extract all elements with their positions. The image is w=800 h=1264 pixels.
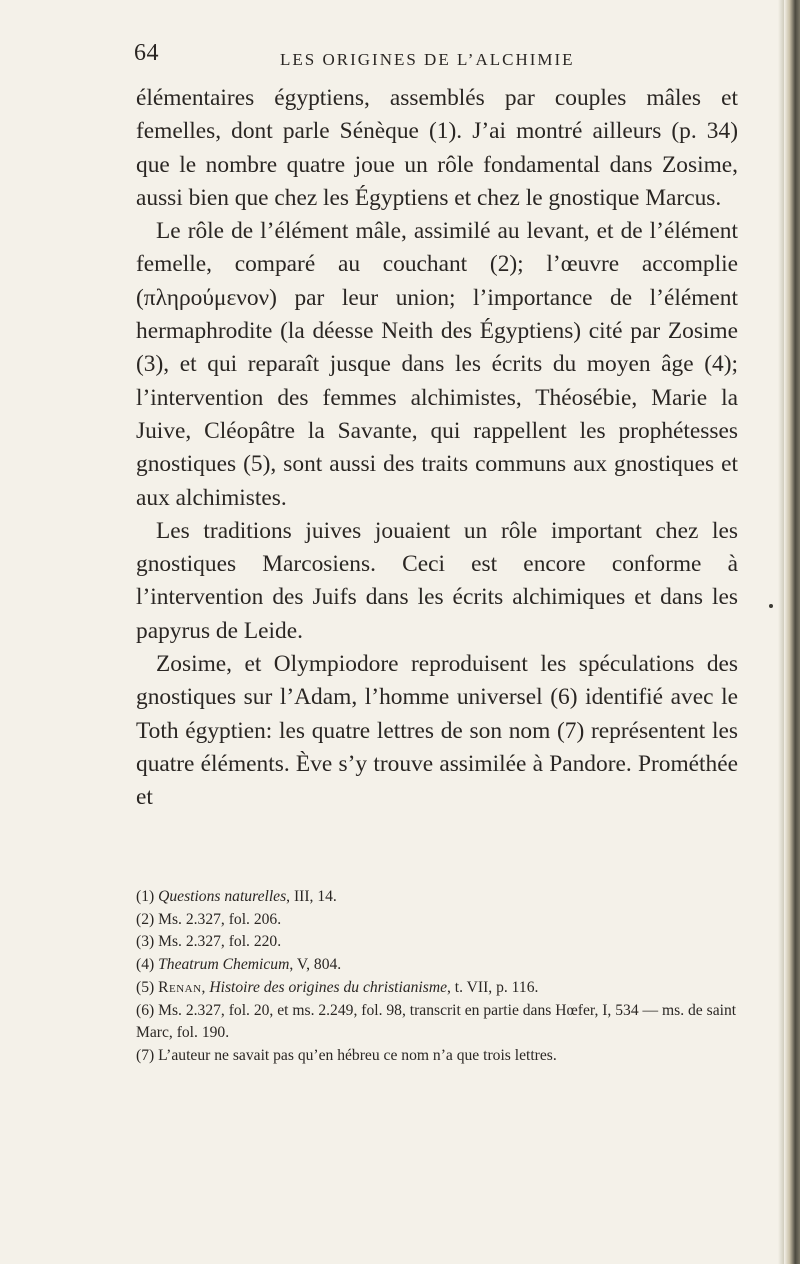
footnote-4 bbox=[136, 954, 738, 977]
paragraph-4: Zosime, et Olympiodore reproduisent les spéculations des gnostiques sur l’Adam, l’homme universel (6) identifié avec le Toth égyptien: les quatre lettres de son nom (7) représentent les quatre éléments. Ève s’y trouve assimilée à Pandore. Prométhée et bbox=[136, 651, 738, 811]
footnote-7 bbox=[136, 1045, 738, 1068]
footnote-6 bbox=[136, 1000, 738, 1045]
footnote-label: (7) bbox=[136, 1046, 155, 1064]
footnote-text: L’auteur ne savait pas qu’en hébreu ce nom n’a que trois lettres. bbox=[158, 1046, 557, 1064]
paragraph-3: Les traditions juives jouaient un rôle important chez les gnostiques Marcosiens. Ceci est encore conforme à l’intervention des Juifs dans les écrits alchimiques et dans les papyrus de Leide. bbox=[136, 517, 738, 644]
running-head: LES ORIGINES DE L’ALCHIMIE bbox=[280, 50, 575, 69]
footnote-text: Ms. 2.327, fol. 206. bbox=[158, 910, 282, 928]
page-number: 64 bbox=[134, 40, 159, 66]
footnote-text: , V, 804. bbox=[289, 956, 342, 974]
body-text bbox=[136, 82, 738, 815]
page-edge bbox=[784, 0, 800, 1264]
footnote-label: (6) bbox=[136, 1001, 155, 1019]
footnote-title: Questions naturelles bbox=[158, 888, 287, 905]
footnote-label: (2) bbox=[136, 910, 155, 928]
footnote-label: (5) bbox=[136, 978, 155, 996]
footnote-text: Ms. 2.327, fol. 220. bbox=[158, 933, 282, 951]
footnote-label: (3) bbox=[136, 933, 155, 951]
footnote-text: , t. VII, p. 116. bbox=[447, 978, 539, 996]
footnotes bbox=[136, 886, 738, 1068]
footnote-label: (4) bbox=[136, 956, 155, 974]
footnote-1 bbox=[136, 886, 738, 909]
paragraph-1: élémentaires égyptiens, assemblés par couples mâles et femelles, dont parle Sénèque (1). J’ai montré ailleurs (p. 34) que le nombre quatre joue un rôle fondamental dans Zosime, aussi bien que chez les Égyptiens et chez le gnostique Marcus. bbox=[136, 85, 738, 211]
footnote-text: , III, 14. bbox=[286, 888, 337, 905]
footnote-3 bbox=[136, 931, 738, 954]
footnote-5 bbox=[136, 977, 738, 1000]
ink-speck bbox=[769, 604, 773, 608]
footnote-2 bbox=[136, 909, 738, 932]
footnote-title: Theatrum Chemicum bbox=[158, 956, 290, 974]
paragraph-2: Le rôle de l’élément mâle, assimilé au levant, et de l’élément femelle, comparé au couchant (2); l’œuvre accomplie (πληρούμενον) par leur union; l’importance de l’élément hermaphrodite (la déesse Neith des Égyptiens) cité par Zosime (3), et qui reparaît jusque dans les écrits du moyen âge (4); l’intervention des femmes alchimistes, Théosébie, Marie la Juive, Cléopâtre la Savante, qui rappellent les prophétesses gnostiques (5), sont aussi des traits communs aux gnostiques et aux alchimistes. bbox=[136, 218, 738, 511]
footnote-text: Ms. 2.327, fol. 20, et ms. 2.249, fol. 98, transcrit en partie dans Hœfer, I, 534 — ms. de saint Marc, fol. 190. bbox=[136, 1001, 737, 1042]
footnote-separator: , bbox=[201, 978, 210, 996]
footnote-label: (1) bbox=[136, 888, 155, 905]
footnote-author: Renan bbox=[158, 978, 202, 996]
footnote-title: Histoire des origines du christianisme bbox=[209, 978, 447, 996]
